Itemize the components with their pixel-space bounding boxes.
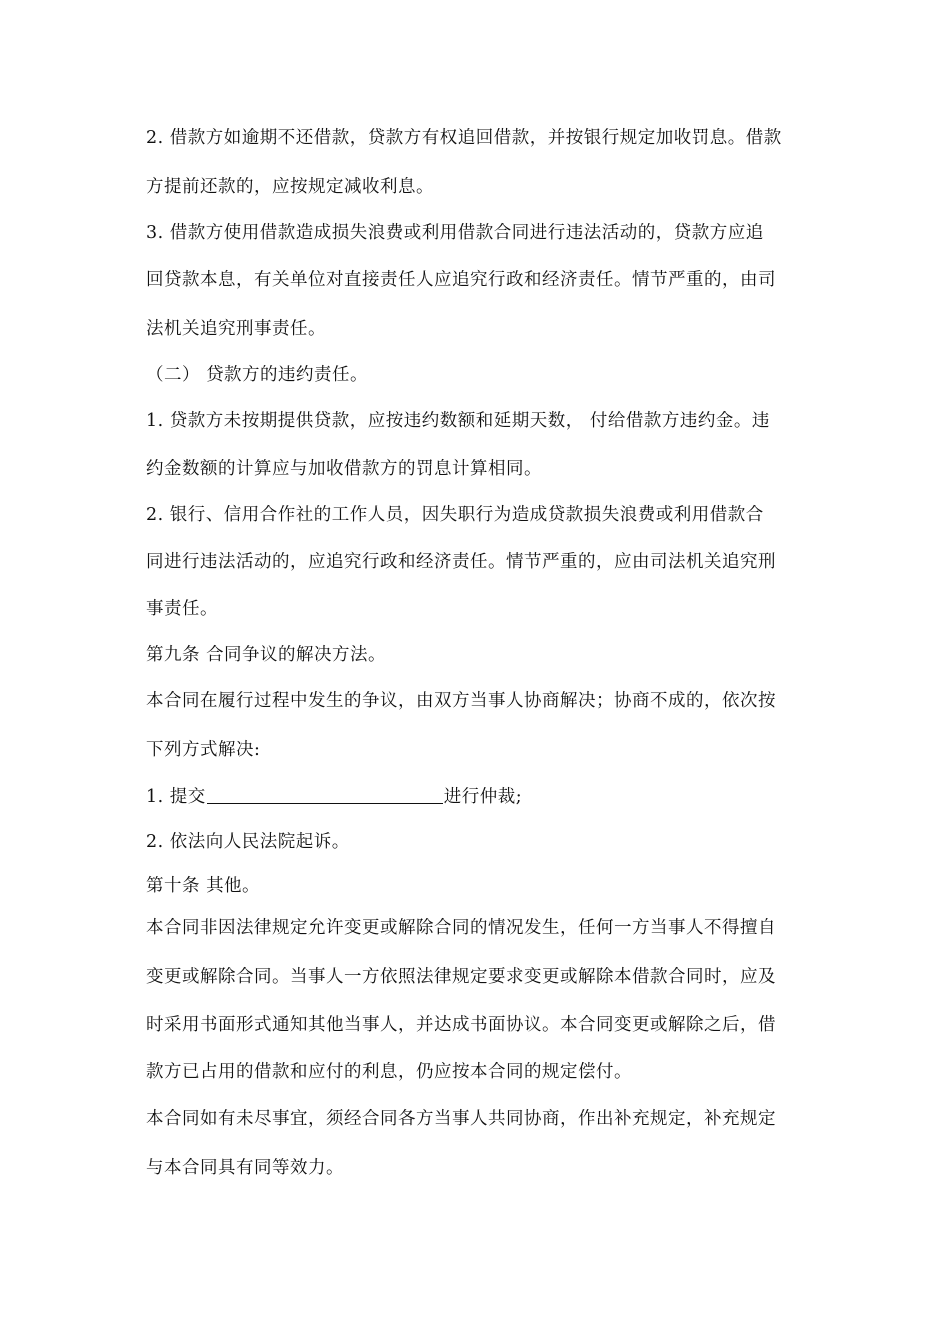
arbitration-suffix: 进行仲裁; [443, 787, 523, 807]
text-line: 1. 贷款方未按期提供贷款，应按违约数额和延期天数， 付给借款方违约金。违 [146, 411, 770, 431]
text-line: 2. 借款方如逾期不还借款，贷款方有权追回借款，并按银行规定加收罚息。借款 [146, 128, 782, 148]
arbitration-blank-field [207, 785, 443, 804]
text-line: 变更或解除合同。当事人一方依照法律规定要求变更或解除本借款合同时，应及 [146, 967, 776, 987]
text-line: 约金数额的计算应与加收借款方的罚息计算相同。 [146, 459, 542, 479]
section-heading: （二） 贷款方的违约责任。 [146, 365, 369, 385]
text-line: 2. 依法向人民法院起诉。 [146, 832, 350, 852]
article-heading: 第十条 其他。 [146, 876, 261, 896]
text-line: 3. 借款方使用借款造成损失浪费或利用借款合同进行违法活动的，贷款方应追 [146, 223, 764, 243]
text-line: 同进行违法活动的，应追究行政和经济责任。情节严重的，应由司法机关追究刑 [146, 552, 776, 572]
text-line: 时采用书面形式通知其他当事人，并达成书面协议。本合同变更或解除之后，借 [146, 1015, 776, 1035]
text-line: 与本合同具有同等效力。 [146, 1158, 344, 1178]
text-line: 法机关追究刑事责任。 [146, 319, 326, 339]
text-line: 2. 银行、信用合作社的工作人员，因失职行为造成贷款损失浪费或利用借款合 [146, 505, 764, 525]
article-heading: 第九条 合同争议的解决方法。 [146, 645, 387, 665]
arbitration-line [146, 785, 812, 808]
arbitration-prefix: 1. 提交 [146, 787, 206, 807]
text-line: 本合同非因法律规定允许变更或解除合同的情况发生，任何一方当事人不得擅自 [146, 918, 776, 938]
text-line: 下列方式解决: [146, 740, 261, 760]
text-line: 款方已占用的借款和应付的利息，仍应按本合同的规定偿付。 [146, 1062, 632, 1082]
text-line: 回贷款本息，有关单位对直接责任人应追究行政和经济责任。情节严重的，由司 [146, 270, 776, 290]
text-line: 本合同在履行过程中发生的争议，由双方当事人协商解决；协商不成的，依次按 [146, 691, 776, 711]
text-line: 本合同如有未尽事宜，须经合同各方当事人共同协商，作出补充规定，补充规定 [146, 1109, 776, 1129]
text-line: 事责任。 [146, 599, 218, 619]
text-line: 方提前还款的，应按规定减收利息。 [146, 177, 434, 197]
